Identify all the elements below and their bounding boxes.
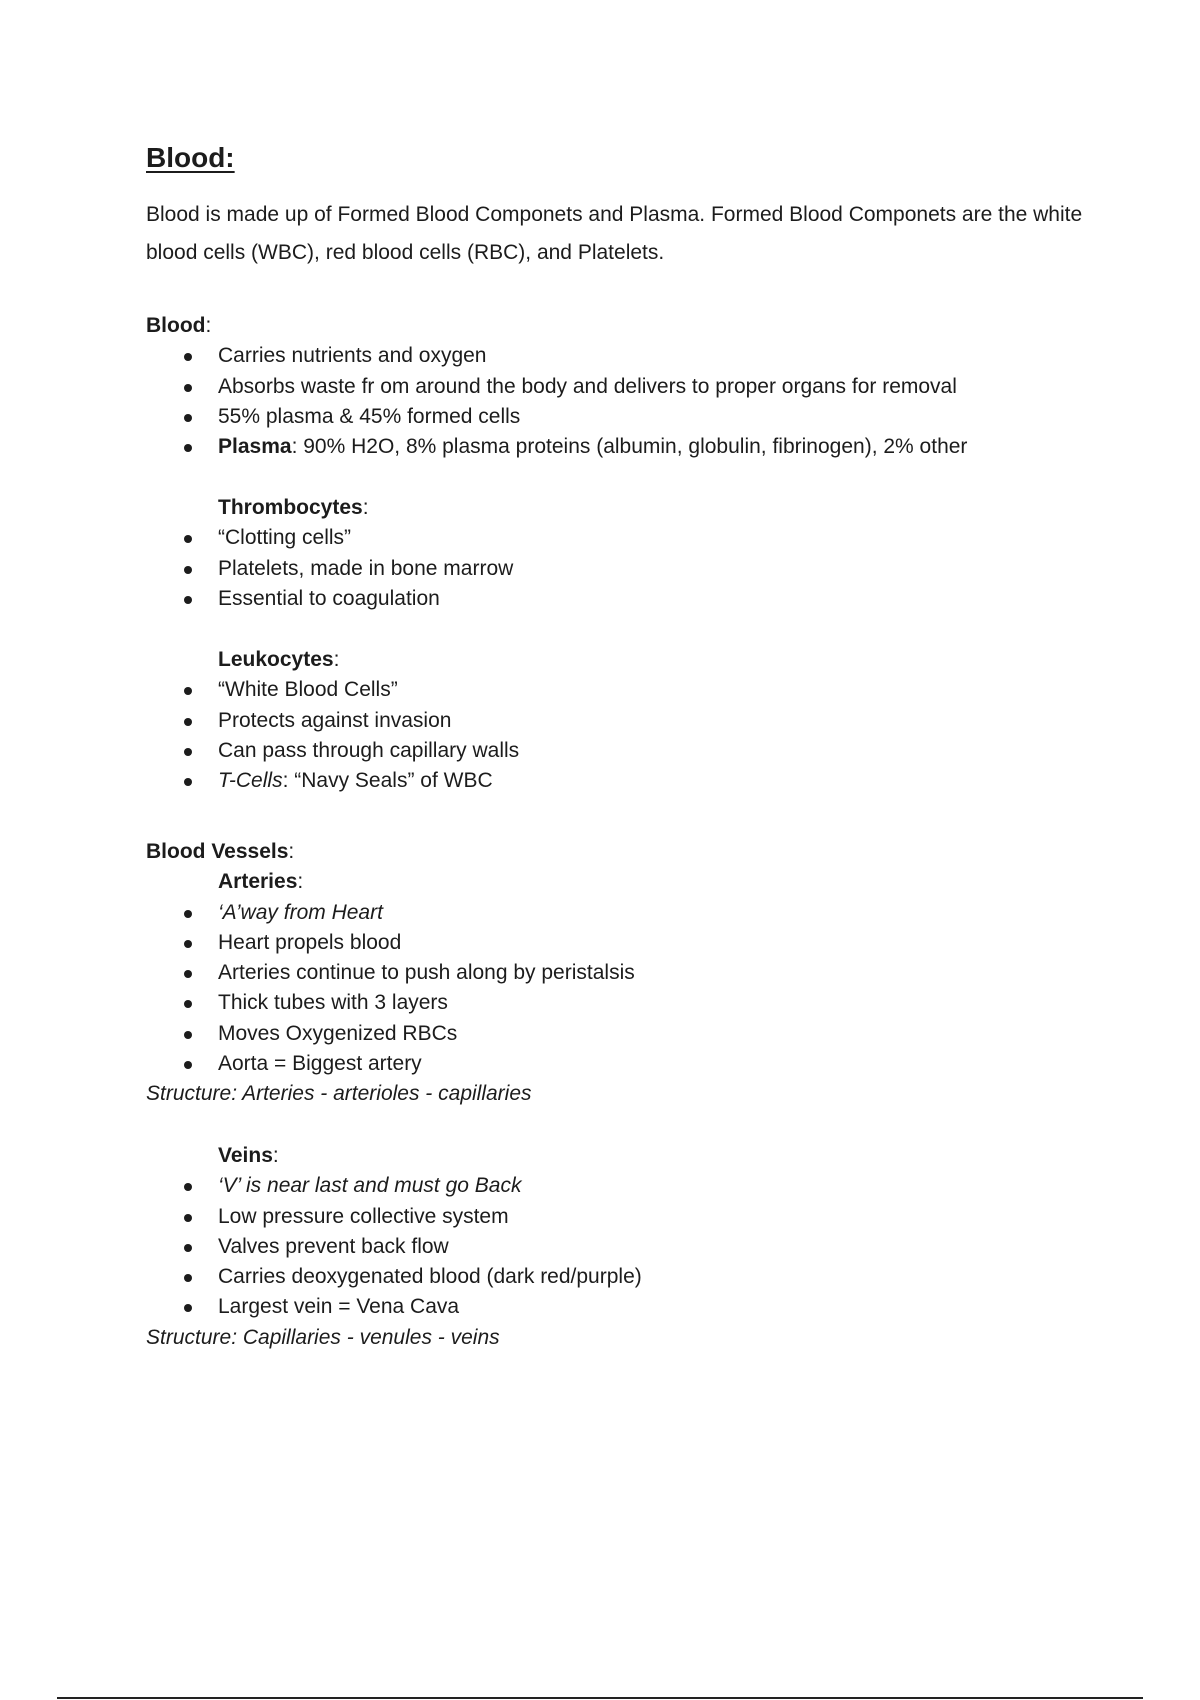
arteries-heading: Arteries: bbox=[218, 870, 304, 894]
list-item: Heart propels blood bbox=[146, 928, 1086, 958]
veins-heading: Veins: bbox=[218, 1144, 279, 1167]
veins-list bbox=[146, 1171, 1086, 1322]
list-item: Protects against invasion bbox=[146, 706, 1086, 736]
list-item: ‘A’way from Heart bbox=[146, 898, 1086, 928]
list-item: Absorbs waste fr om around the body and delivers to proper organs for removal bbox=[146, 372, 1086, 402]
bullet-icon bbox=[184, 718, 192, 726]
bullet-icon bbox=[184, 1000, 192, 1008]
list-item: T-Cells: “Navy Seals” of WBC bbox=[146, 766, 1086, 796]
bullet-icon bbox=[184, 748, 192, 756]
bullet-icon bbox=[184, 353, 192, 361]
list-item: Arteries continue to push along by peristalsis bbox=[146, 958, 1086, 988]
bullet-icon bbox=[184, 384, 192, 392]
list-item: Low pressure collective system bbox=[146, 1202, 1086, 1232]
list-item: Can pass through capillary walls bbox=[146, 736, 1086, 766]
list-item: Carries nutrients and oxygen bbox=[146, 341, 1086, 371]
bullet-icon bbox=[184, 1031, 192, 1039]
bullet-icon bbox=[184, 535, 192, 543]
bullet-icon bbox=[184, 566, 192, 574]
list-item: Thick tubes with 3 layers bbox=[146, 988, 1086, 1018]
bullet-icon bbox=[184, 1183, 192, 1191]
list-item: Valves prevent back flow bbox=[146, 1232, 1086, 1262]
bullet-icon bbox=[184, 444, 192, 452]
bullet-icon bbox=[184, 778, 192, 786]
bullet-icon bbox=[184, 1304, 192, 1312]
list-item: “Clotting cells” bbox=[146, 523, 1086, 553]
blood-list bbox=[146, 341, 1086, 462]
blood-heading: Blood: bbox=[146, 314, 212, 337]
bullet-icon bbox=[184, 414, 192, 422]
list-item: Platelets, made in bone marrow bbox=[146, 554, 1086, 584]
bullet-icon bbox=[184, 1214, 192, 1222]
arteries-list bbox=[146, 898, 1086, 1080]
blood-section bbox=[146, 311, 1086, 462]
list-item: Plasma: 90% H2O, 8% plasma proteins (albumin, globulin, fibrinogen), 2% other bbox=[146, 432, 1086, 462]
veins-section bbox=[146, 1141, 1086, 1353]
bullet-icon bbox=[184, 687, 192, 695]
list-item: “White Blood Cells” bbox=[146, 675, 1086, 705]
veins-structure: Structure: Capillaries - venules - veins bbox=[146, 1325, 500, 1349]
thrombocytes-list bbox=[146, 523, 1086, 614]
intro-paragraph: Blood is made up of Formed Blood Componets and Plasma. Formed Blood Componets are the white blood cells (WBC), red blood cells (RBC), and Platelets. bbox=[146, 203, 1083, 264]
bullet-icon bbox=[184, 940, 192, 948]
bullet-icon bbox=[184, 1244, 192, 1252]
thrombocytes-section bbox=[146, 493, 1086, 614]
list-item: Essential to coagulation bbox=[146, 584, 1086, 614]
bullet-icon bbox=[184, 596, 192, 604]
bullet-icon bbox=[184, 1274, 192, 1282]
bullet-icon bbox=[184, 970, 192, 978]
list-item: Largest vein = Vena Cava bbox=[146, 1292, 1086, 1322]
list-item: Moves Oxygenized RBCs bbox=[146, 1019, 1086, 1049]
list-item: 55% plasma & 45% formed cells bbox=[146, 402, 1086, 432]
list-item: ‘V’ is near last and must go Back bbox=[146, 1171, 1086, 1201]
bullet-icon bbox=[184, 910, 192, 918]
page-bottom-rule bbox=[57, 1697, 1143, 1699]
leukocytes-list bbox=[146, 675, 1086, 796]
blood-vessels-heading: Blood Vessels: bbox=[146, 840, 295, 863]
leukocytes-heading: Leukocytes: bbox=[218, 648, 340, 671]
blood-vessels-section bbox=[146, 837, 1086, 1110]
leukocytes-section bbox=[146, 645, 1086, 796]
list-item: Carries deoxygenated blood (dark red/purple) bbox=[146, 1262, 1086, 1292]
page-title: Blood: bbox=[146, 142, 235, 173]
thrombocytes-heading: Thrombocytes: bbox=[218, 496, 369, 519]
list-item: Aorta = Biggest artery bbox=[146, 1049, 1086, 1079]
bullet-icon bbox=[184, 1061, 192, 1069]
arteries-structure: Structure: Arteries - arterioles - capillaries bbox=[146, 1082, 532, 1106]
